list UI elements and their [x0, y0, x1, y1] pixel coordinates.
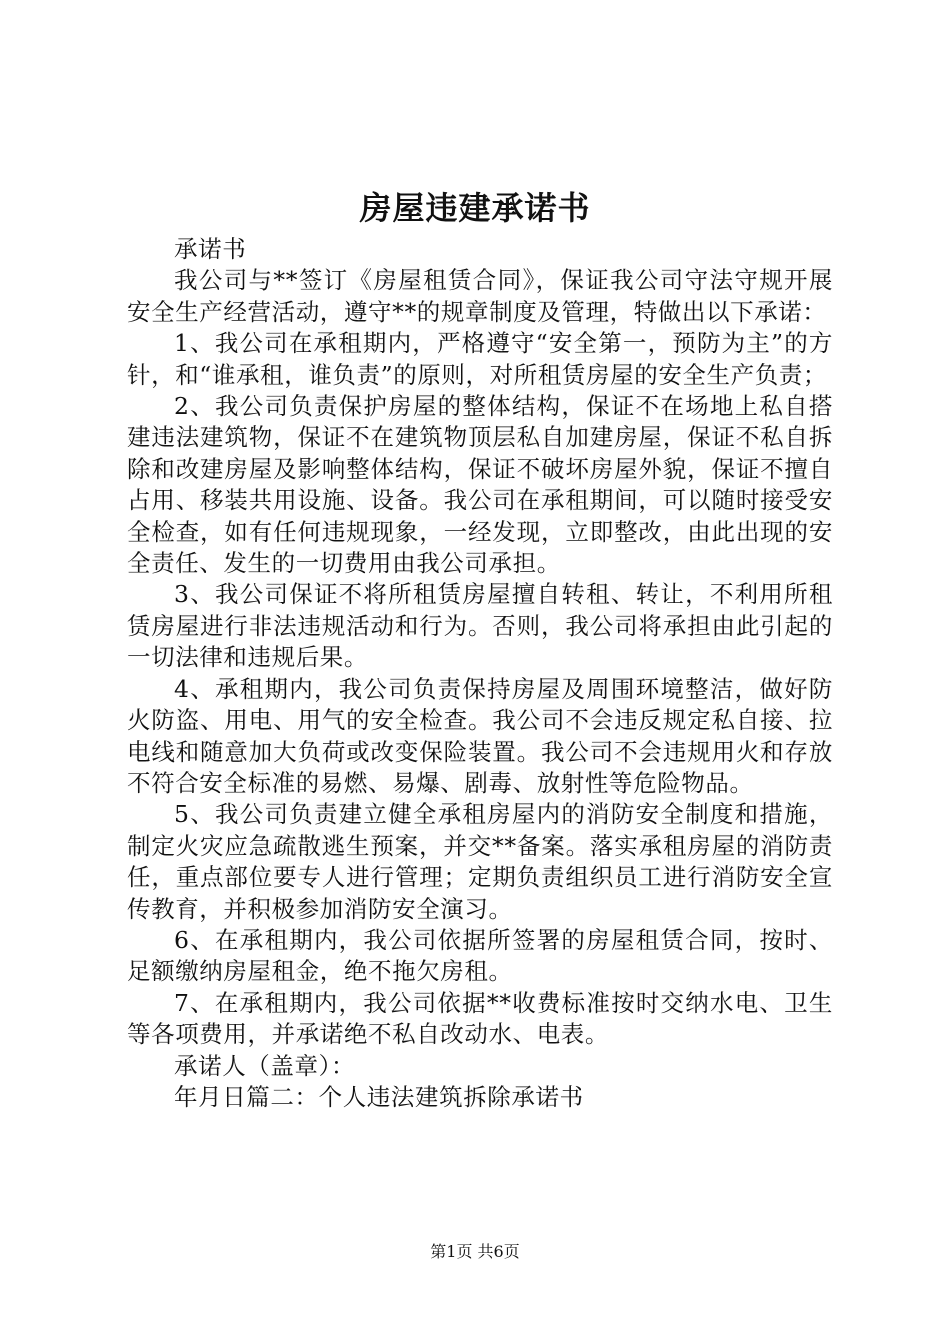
intro-paragraph: 我公司与**签订《房屋租赁合同》，保证我公司守法守规开展安全生产经营活动，遵守**的规章制度及管理，特做出以下承诺： — [127, 266, 833, 326]
date-and-next-section: 年月日篇二：个人违法建筑拆除承诺书 — [174, 1082, 584, 1111]
commitment-item-6: 6、在承租期内，我公司依据所签署的房屋租赁合同，按时、足额缴纳房屋租金，绝不拖欠房租。 — [127, 925, 833, 986]
commitment-item-7: 7、在承租期内，我公司依据**收费标准按时交纳水电、卫生等各项费用，并承诺绝不私自改动水、电表。 — [127, 988, 833, 1049]
commitment-item-2: 2、我公司负责保护房屋的整体结构，保证不在场地上私自搭建违法建筑物，保证不在建筑物顶层私自加建房屋，保证不私自拆除和改建房屋及影响整体结构，保证不破坏房屋外貌，保证不擅自占用、移装共用设施、设备。我公司在承租期间，可以随时接受安全检查，如有任何违规现象，一经发现，立即整改，由此出现的安全责任、发生的一切费用由我公司承担。 — [127, 392, 833, 578]
commitment-item-4: 4、承租期内，我公司负责保持房屋及周围环境整洁，做好防火防盗、用电、用气的安全检查。我公司不会违反规定私自接、拉电线和随意加大负荷或改变保险装置。我公司不会违规用火和存放不符合安全标准的易燃、易爆、剧毒、放射性等危险物品。 — [127, 674, 833, 797]
page-number-footer: 第1页 共6页 — [430, 1242, 520, 1261]
document-body — [127, 234, 833, 1113]
commitment-item-5: 5、我公司负责建立健全承租房屋内的消防安全制度和措施，制定火灾应急疏散逃生预案，并交**备案。落实承租房屋的消防责任，重点部位要专人进行管理；定期负责组织员工进行消防安全宣传教育，并积极参加消防安全演习。 — [127, 800, 833, 923]
commitment-item-1: 1、我公司在承租期内，严格遵守“安全第一，预防为主”的方针，和“谁承租，谁负责”的原则，对所租赁房屋的安全生产负责； — [127, 329, 833, 389]
commitment-item-3: 3、我公司保证不将所租赁房屋擅自转租、转让，不利用所租赁房屋进行非法违规活动和行为。否则，我公司将承担由此引起的一切法律和违规后果。 — [127, 580, 833, 672]
heading-paragraph: 承诺书 — [174, 235, 247, 263]
signatory-line: 承诺人（盖章）： — [174, 1051, 356, 1080]
document-title: 房屋违建承诺书 — [359, 189, 591, 227]
